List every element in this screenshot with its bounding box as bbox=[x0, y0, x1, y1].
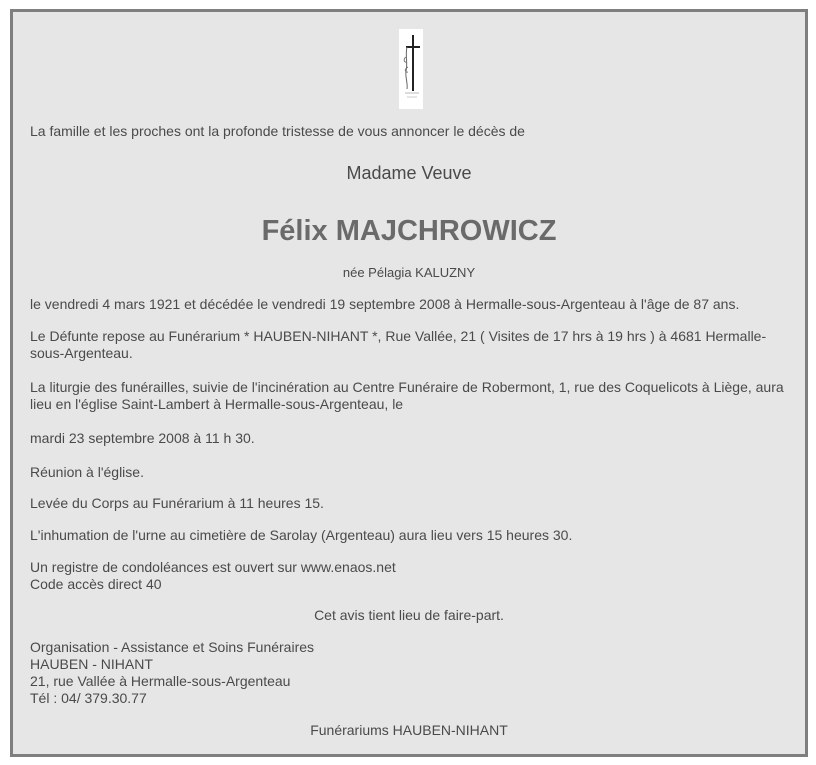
maiden-name: née Pélagia KALUZNY bbox=[342, 265, 476, 280]
cross-emblem bbox=[399, 29, 423, 109]
intro-text: La famille et les proches ont la profonde tristesse de vous annoncer le décès de bbox=[30, 123, 525, 139]
cross-with-flower-icon bbox=[399, 29, 423, 109]
dates-text: le vendredi 4 mars 1921 et décédée le vendredi 19 septembre 2008 à Hermalle-sous-Argenteau à l'âge de 87 ans. bbox=[30, 296, 740, 312]
organisation-line-2: HAUBEN - NIHANT bbox=[30, 656, 153, 672]
salutation: Madame Veuve bbox=[346, 163, 472, 183]
reunion-text: Réunion à l'église. bbox=[30, 464, 144, 480]
access-code: Code accès direct 40 bbox=[30, 576, 162, 592]
deceased-name: Félix MAJCHROWICZ bbox=[261, 215, 557, 247]
liturgy-text: La liturgie des funérailles, suivie de l'incinération au Centre Funéraire de Robermont, 1, rue des Coquelicots à Liège, aura lieu en l'église Saint-Lambert à Hermalle-sous-Argenteau, le bbox=[30, 379, 784, 412]
repose-text: Le Défunte repose au Funérarium * HAUBEN-NIHANT *, Rue Vallée, 21 ( Visites de 17 hrs à 19 hrs ) à 4681 Hermalle-sous-Argenteau. bbox=[30, 328, 767, 361]
organisation-address: 21, rue Vallée à Hermalle-sous-Argenteau bbox=[30, 673, 291, 689]
levee-text: Levée du Corps au Funérarium à 11 heures 15. bbox=[30, 495, 324, 511]
faire-part-note: Cet avis tient lieu de faire-part. bbox=[314, 607, 504, 623]
condolence-register: Un registre de condoléances est ouvert sur www.enaos.net bbox=[30, 559, 396, 575]
footer-signature: Funérariums HAUBEN-NIHANT bbox=[310, 722, 508, 738]
ceremony-date: mardi 23 septembre 2008 à 11 h 30. bbox=[30, 430, 255, 446]
organisation-line-1: Organisation - Assistance et Soins Funéraires bbox=[30, 639, 315, 655]
organisation-phone: Tél : 04/ 379.30.77 bbox=[30, 690, 147, 706]
inhumation-text: L'inhumation de l'urne au cimetière de Sarolay (Argenteau) aura lieu vers 15 heures 30. bbox=[30, 527, 573, 543]
obituary-card bbox=[10, 9, 808, 757]
